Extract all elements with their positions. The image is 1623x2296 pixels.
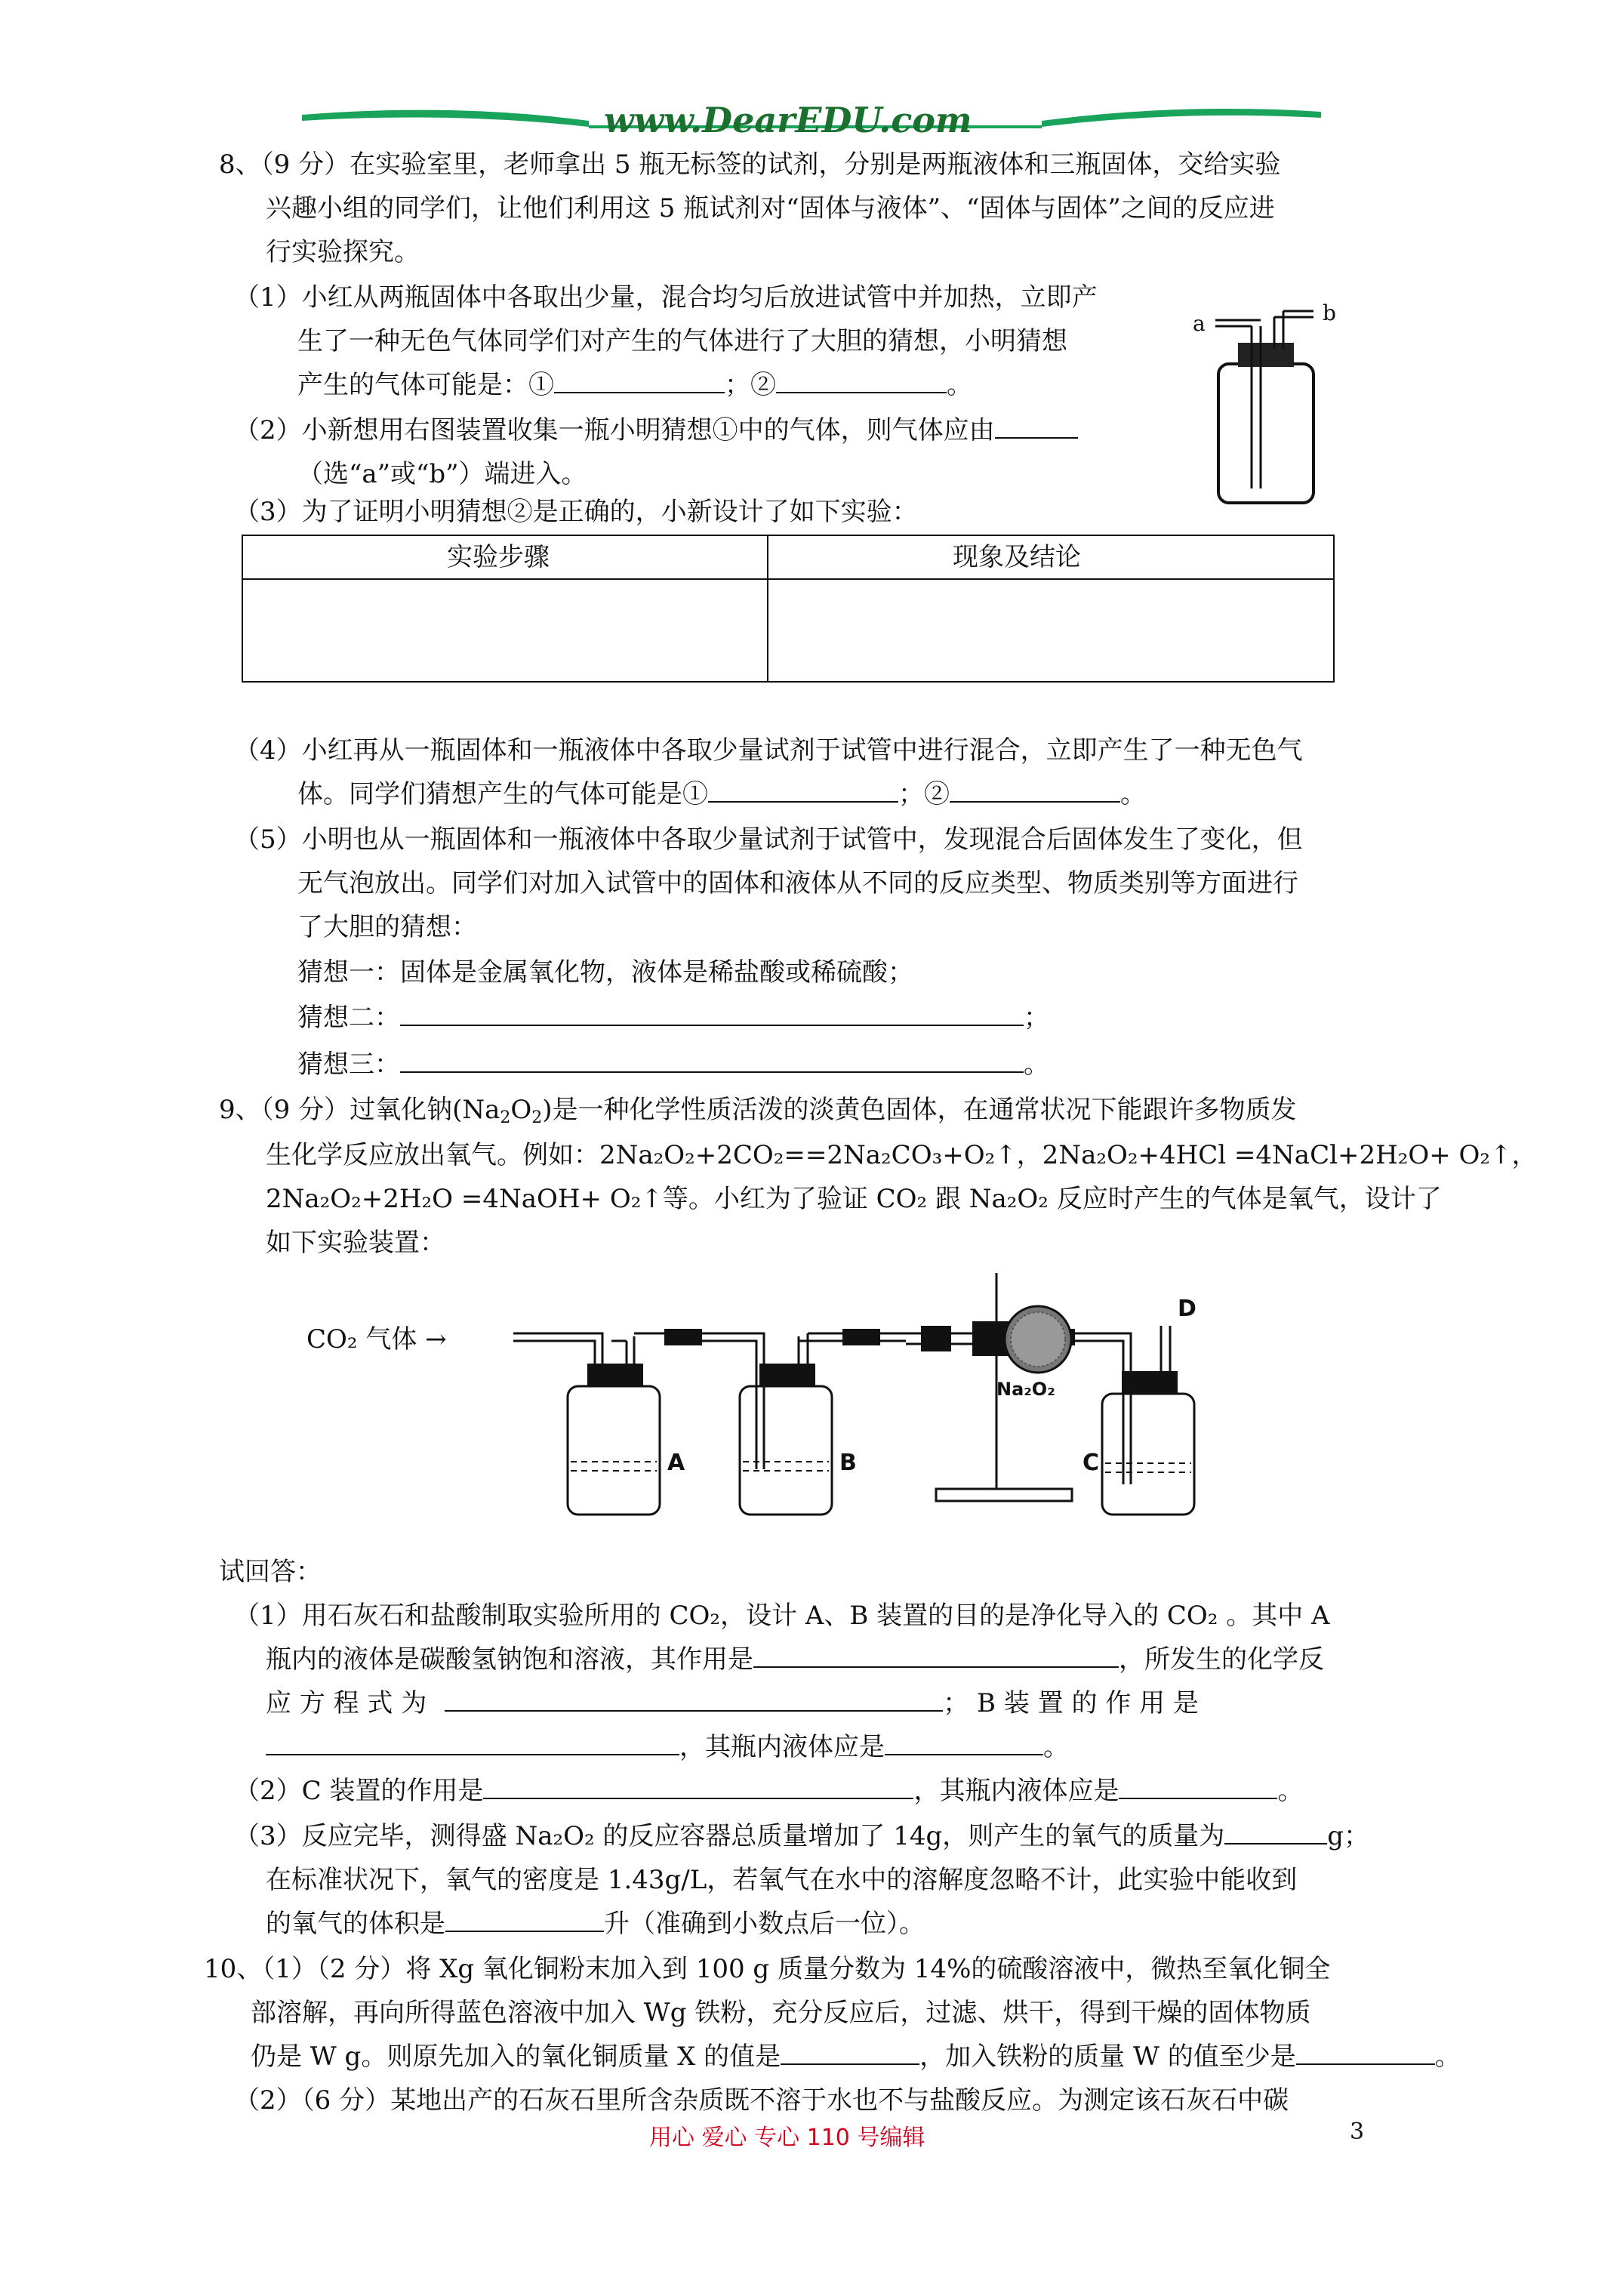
q8-p1-separator: ；② xyxy=(725,370,776,400)
q8-guess-1: 猜想一：固体是金属氧化物，液体是稀盐酸或稀硫酸； xyxy=(297,957,913,988)
q8-answer-blank-2[interactable] xyxy=(776,369,947,393)
q9-a3-line-3 xyxy=(266,1907,925,1940)
q8-intro-line-3: 行实验探究。 xyxy=(266,237,420,267)
q9-a1-line-4 xyxy=(266,1730,1069,1764)
q8-guess-2 xyxy=(297,1001,1049,1034)
q9-intro-line-3: 2Na₂O₂+2H₂O =4NaOH+ O₂↑等。小红为了验证 CO₂ 跟 Na₂O₂ 反应时产生的气体是氧气，设计了 xyxy=(266,1184,1442,1214)
q9-a2-blank-2[interactable] xyxy=(1119,1775,1277,1799)
q8-intro-line-2: 兴趣小组的同学们，让他们利用这 5 瓶试剂对“固体与液体”、“固体与固体”之间的反应进 xyxy=(266,193,1275,223)
q8-p4-line-1: （4）小红再从一瓶固体和一瓶液体中各取少量试剂于试管中进行混合，立即产生了一种无色气 xyxy=(234,735,1303,766)
q9-intro-line-4: 如下实验装置： xyxy=(266,1228,445,1258)
q8-guess-2-blank[interactable] xyxy=(400,1002,1024,1026)
q8-p2-line-1 xyxy=(234,414,1078,447)
bottle-label-a: a xyxy=(1193,311,1206,336)
q8-p2-text: （2）小新想用右图装置收集一瓶小明猜想①中的气体，则气体应由 xyxy=(234,415,995,445)
q8-guess-3-end: 。 xyxy=(1024,1049,1049,1080)
q9-intro-line-2: 生化学反应放出氧气。例如：2Na₂O₂+2CO₂==2Na₂CO₃+O₂↑，2Na₂O₂+4HCl =4NaCl+2H₂O+ O₂↑， xyxy=(266,1140,1538,1170)
q9-a2-blank-1[interactable] xyxy=(483,1775,913,1799)
q8-p4-blank-2[interactable] xyxy=(950,778,1120,803)
q9-intro-part-a: 9、（9 分）过氧化钠(Na xyxy=(219,1095,500,1125)
table-cell-results[interactable] xyxy=(771,581,1330,680)
q9-a1-prompt-3: 应 方 程 式 为 xyxy=(266,1688,427,1718)
q8-p4-end: 。 xyxy=(1120,779,1146,809)
q8-p2-line-2: （选“a”或“b”）端进入。 xyxy=(297,459,587,489)
q9-a1-blank-2[interactable] xyxy=(445,1687,943,1712)
gas-bottle-diagram xyxy=(1193,296,1344,507)
page-number: 3 xyxy=(1350,2119,1365,2145)
header-banner xyxy=(302,98,1321,151)
q10-line-2: 部溶解，再向所得蓝色溶液中加入 Wg 铁粉，充分反应后，过滤、烘干，得到干燥的固体物质 xyxy=(251,1998,1311,2028)
q9-intro-part-c: )是一种化学性质活泼的淡黄色固体，在通常状况下能跟许多物质发 xyxy=(542,1095,1297,1125)
q9-a3-line-1 xyxy=(234,1820,1369,1853)
q8-p5-line-3: 了大胆的猜想： xyxy=(297,912,477,942)
q10-blank-1[interactable] xyxy=(781,2041,919,2065)
q8-p1-end: 。 xyxy=(947,370,972,400)
q9-a1-prompt-5: ，其瓶内液体应是 xyxy=(679,1732,885,1762)
q9-a1-line-2 xyxy=(266,1643,1324,1676)
q9-a1-line-1: （1）用石灰石和盐酸制取实验所用的 CO₂，设计 A、B 装置的目的是净化导入的 CO₂ 。其中 A xyxy=(234,1601,1330,1631)
table-header-divider xyxy=(243,578,1333,580)
q8-p4-line-2 xyxy=(297,778,1146,811)
q8-guess-3-blank[interactable] xyxy=(400,1049,1024,1073)
q9-a3-prompt-1: （3）反应完毕，测得盛 Na₂O₂ 的反应容器总质量增加了 14g，则产生的氧气的质量为 xyxy=(234,1821,1225,1851)
q9-a3-prompt-3: 的氧气的体积是 xyxy=(266,1909,445,1939)
q8-p1-line-1: （1）小红从两瓶固体中各取出少量，混合均匀后放进试管中并加热，立即产 xyxy=(234,282,1098,313)
q10-line-3 xyxy=(251,2040,1461,2073)
q9-a1-line-3 xyxy=(266,1687,1199,1720)
site-logo-text: www.DearEDU.com xyxy=(604,100,972,140)
q9-a3-blank-2[interactable] xyxy=(445,1908,604,1932)
bottle-b-label: B xyxy=(839,1450,857,1476)
q9-a1-blank-4[interactable] xyxy=(885,1731,1043,1755)
q9-a1-prompt-1: 瓶内的液体是碳酸氢钠饱和溶液，其作用是 xyxy=(266,1644,753,1675)
q9-a2 xyxy=(234,1774,1303,1808)
q8-answer-blank-1[interactable] xyxy=(554,369,725,393)
q9-a3-blank-1[interactable] xyxy=(1224,1820,1327,1845)
q8-guess-2-label: 猜想二： xyxy=(297,1003,400,1033)
bottle-a-label: A xyxy=(667,1450,685,1476)
table-header-steps: 实验步骤 xyxy=(447,542,550,572)
q9-a3-line-2: 在标准状况下，氧气的密度是 1.43g/L，若氧气在水中的溶解度忽略不计，此实验中能收到 xyxy=(266,1865,1298,1895)
q8-p1-line-3 xyxy=(297,368,972,402)
q9-a3-end: 升（准确到小数点后一位）。 xyxy=(604,1909,925,1939)
q8-p4-prompt: 体。同学们猜想产生的气体可能是① xyxy=(297,779,708,809)
footer-text: 用心 爱心 专心 110 号编辑 xyxy=(649,2125,925,2151)
q10-prompt-2: ，加入铁粉的质量 W 的值至少是 xyxy=(919,2042,1296,2072)
apparatus-svg xyxy=(513,1265,1268,1522)
q9-a1-prompt-4: ； B 装 置 的 作 用 是 xyxy=(943,1688,1199,1718)
answer-title: 试回答： xyxy=(219,1557,322,1587)
q9-a1-end: 。 xyxy=(1043,1732,1069,1762)
q9-a2-end: 。 xyxy=(1277,1776,1304,1806)
q8-p4-blank-1[interactable] xyxy=(708,778,898,803)
q8-guess-3 xyxy=(297,1048,1049,1081)
q8-p2-blank[interactable] xyxy=(995,415,1078,439)
co2-gas-label: CO₂ 气体 → xyxy=(306,1324,447,1354)
q9-sub-2: 2 xyxy=(531,1108,543,1127)
bottle-label-b: b xyxy=(1323,300,1336,325)
q8-p1-prompt: 产生的气体可能是：① xyxy=(297,370,554,400)
q9-a1-blank-1[interactable] xyxy=(753,1644,1119,1668)
q8-p5-line-2: 无气泡放出。同学们对加入试管中的固体和液体从不同的反应类型、物质类别等方面进行 xyxy=(297,868,1298,898)
outlet-d-label: D xyxy=(1178,1296,1196,1322)
na2o2-label: Na₂O₂ xyxy=(996,1379,1055,1400)
q8-p4-separator: ；② xyxy=(898,779,950,809)
table-header-results: 现象及结论 xyxy=(953,542,1081,572)
q9-a2-prompt-2: ，其瓶内液体应是 xyxy=(913,1776,1119,1806)
table-cell-steps[interactable] xyxy=(246,581,764,680)
q10-end: 。 xyxy=(1434,2042,1461,2072)
q8-guess-3-label: 猜想三： xyxy=(297,1049,400,1080)
q9-a2-prompt-1: （2）C 装置的作用是 xyxy=(234,1776,484,1806)
experiment-table xyxy=(242,535,1335,683)
q9-a3-unit: g； xyxy=(1327,1821,1370,1851)
bottle-c-label: C xyxy=(1083,1450,1100,1476)
q8-guess-2-end: ； xyxy=(1024,1003,1049,1033)
q8-p1-line-2: 生了一种无色气体同学们对产生的气体进行了大胆的猜想，小明猜想 xyxy=(297,326,1067,356)
q9-intro-line-1 xyxy=(219,1093,1297,1135)
q10-line-4: （2）（6 分）某地出产的石灰石里所含杂质既不溶于水也不与盐酸反应。为测定该石灰石中碳 xyxy=(234,2085,1289,2116)
q10-blank-2[interactable] xyxy=(1296,2041,1435,2065)
q8-p3: （3）为了证明小明猜想②是正确的，小新设计了如下实验： xyxy=(234,497,918,527)
q10-prompt-1: 仍是 W g。则原先加入的氧化铜质量 X 的值是 xyxy=(251,2042,781,2072)
table-column-divider xyxy=(767,536,768,681)
q9-sub-1: 2 xyxy=(500,1108,511,1127)
q9-intro-part-b: O xyxy=(510,1095,532,1125)
q8-intro-line-1: 8、（9 分）在实验室里，老师拿出 5 瓶无标签的试剂，分别是两瓶液体和三瓶固体，交给实验 xyxy=(219,149,1281,180)
q10-line-1: 10、（1）（2 分）将 Xg 氧化铜粉末加入到 100 g 质量分数为 14%的硫酸溶液中，微热至氧化铜全 xyxy=(204,1954,1331,1984)
q9-a1-blank-3[interactable] xyxy=(266,1731,679,1755)
q8-p5-line-1: （5）小明也从一瓶固体和一瓶液体中各取少量试剂于试管中，发现混合后固体发生了变化，但 xyxy=(234,824,1303,855)
q9-a1-prompt-2: ，所发生的化学反 xyxy=(1119,1644,1324,1675)
gas-bottle-svg xyxy=(1193,296,1344,507)
apparatus-diagram xyxy=(513,1265,1268,1522)
